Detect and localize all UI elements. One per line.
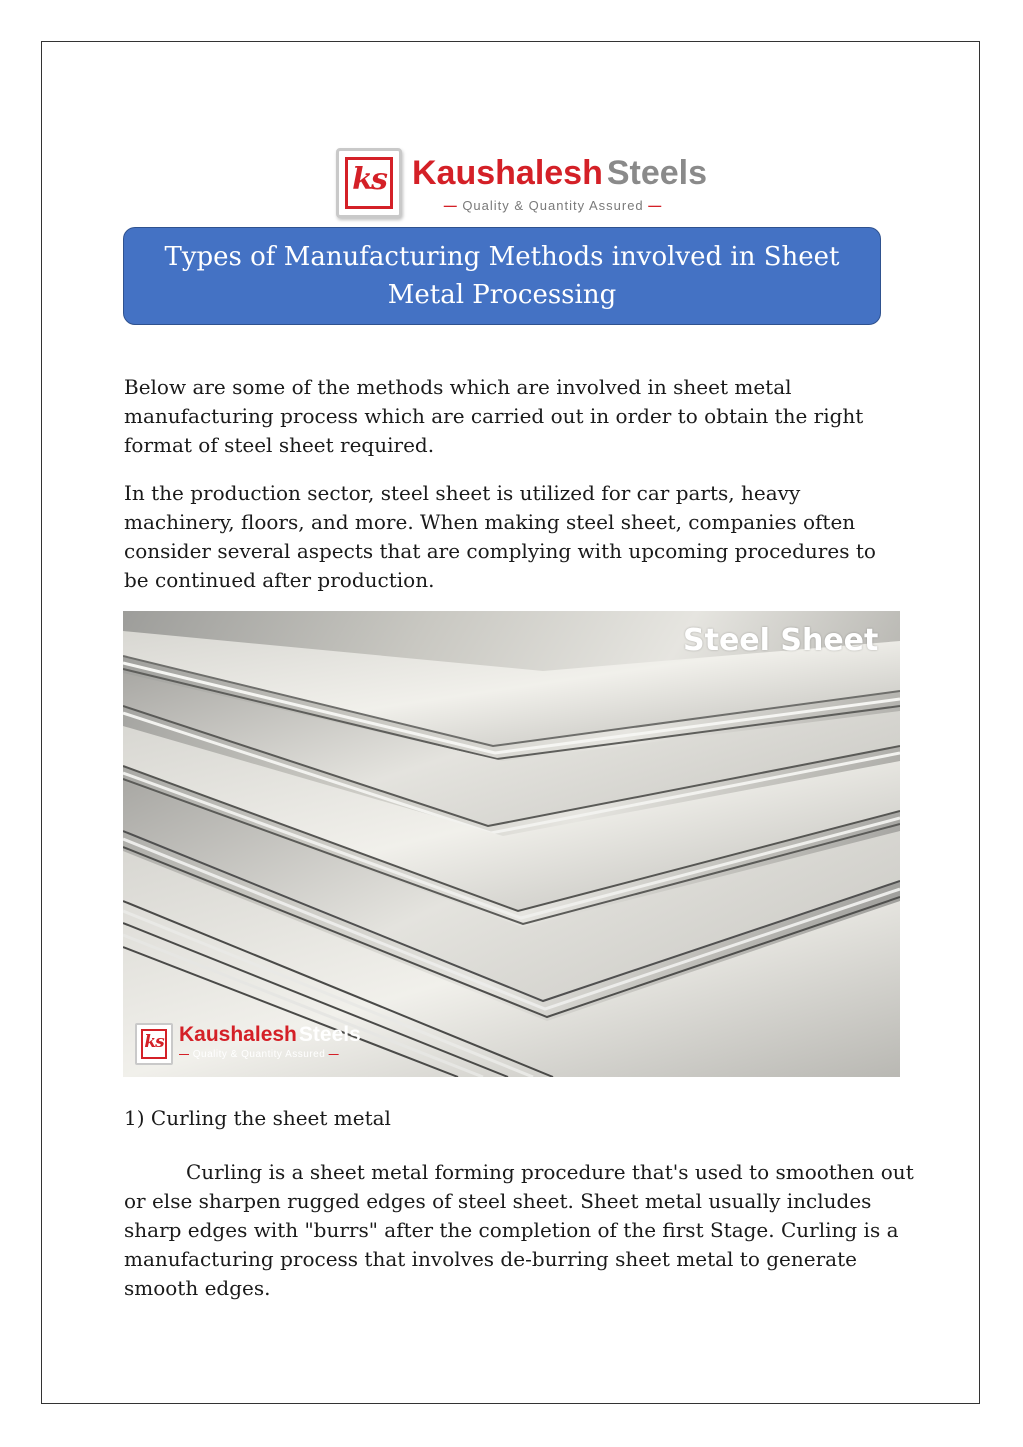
tagline-dash-right: — — [648, 198, 663, 213]
intro-paragraph: Below are some of the methods which are involved in sheet metal manufacturing process which are carried out in order to obtain the right format of steel sheet required. — [124, 375, 864, 457]
production-paragraph: In the production sector, steel sheet is utilized for car parts, heavy machinery, floors, and more. When making steel sheet, companies often consider several aspects that are complying with upcoming procedures to be continued after production. — [124, 481, 876, 592]
tagline-text: Quality & Quantity Assured — [462, 198, 644, 213]
image-tagline-dash-left: — — [179, 1049, 190, 1060]
image-caption-label: Steel Sheet — [683, 623, 879, 658]
image-logo-tagline — [179, 1049, 339, 1060]
section-heading-curling: 1) Curling the sheet metal — [124, 1106, 391, 1130]
curling-paragraph: Curling is a sheet metal forming procedure that's used to smoothen out or else sharpen rugged edges of steel sheet. Sheet metal usually includes sharp edges with "burrs" after the completion of the first Stage. Curling is a manufacturing process that involves de-burring sheet metal to generate smooth edges. — [124, 1160, 914, 1300]
image-logo-brand-primary: Kaushalesh — [179, 1023, 297, 1046]
steel-sheets-illustration — [123, 611, 900, 1077]
image-tagline-text: Quality & Quantity Assured — [192, 1049, 326, 1060]
title-banner — [123, 227, 881, 325]
image-logo-mark: ks — [144, 1032, 164, 1052]
logo-brand-primary: Kaushalesh — [412, 154, 603, 192]
logo-brand-secondary: Steels — [606, 154, 708, 192]
company-logo — [336, 148, 708, 220]
page-title: Types of Manufacturing Methods involved in Sheet Metal Processing — [164, 242, 840, 310]
logo-emblem — [336, 148, 402, 218]
image-logo-emblem — [135, 1023, 173, 1065]
logo-tagline — [412, 198, 694, 214]
steel-sheet-image — [123, 611, 900, 1077]
logo-brand-name — [412, 154, 707, 192]
logo-mark: ks — [352, 162, 386, 197]
image-logo-brand — [179, 1023, 361, 1047]
image-watermark-logo — [135, 1023, 375, 1067]
tagline-dash-left: — — [443, 198, 458, 213]
image-logo-brand-secondary: Steels — [298, 1023, 361, 1046]
image-tagline-dash-right: — — [328, 1049, 340, 1060]
